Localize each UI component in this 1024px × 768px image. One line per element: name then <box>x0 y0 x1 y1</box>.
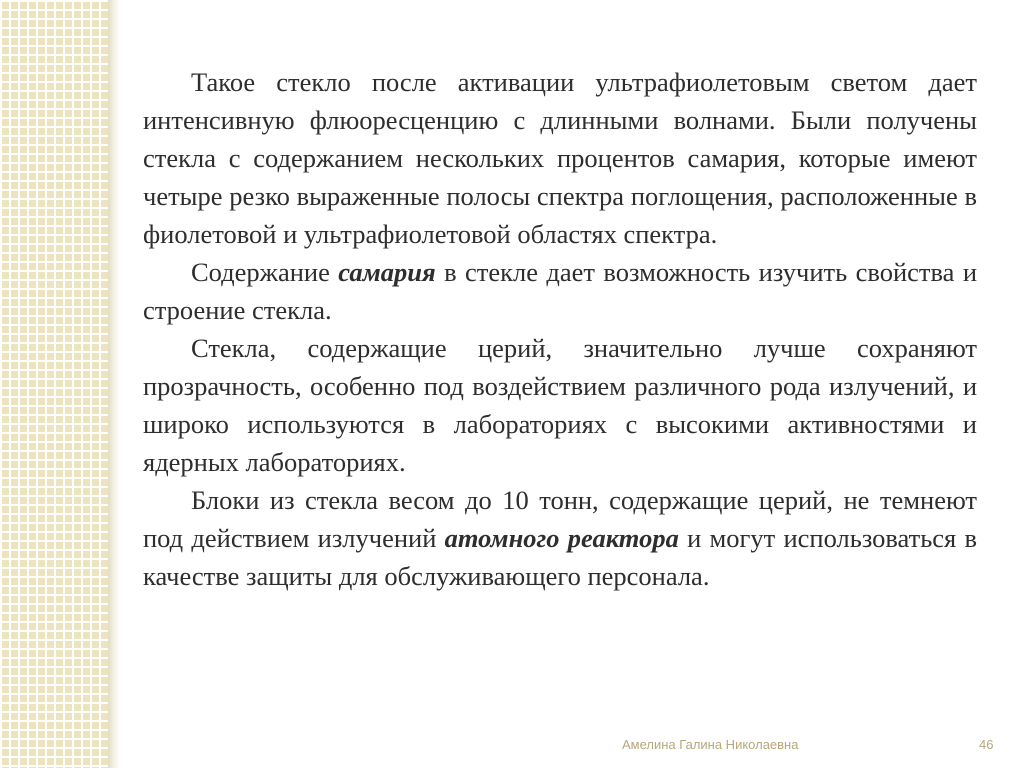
paragraph-3 <box>143 329 977 481</box>
paragraph-4-text-end: и могут использоваться в качестве защиты для обслуживающего персонала. <box>143 523 977 591</box>
emphasis-samarium: самария <box>338 257 436 287</box>
paragraph-2-text-start: Содержание <box>191 257 339 287</box>
paragraph-1-text: Такое стекло после активации ультрафиолетовым светом дает интенсивную флюоресценцию с длинными волнами. Были получены стекла с содержанием нескольких процентов самария, которые имеют четыре резко выраженные полосы спектра поглощения, расположенные в фиолетовой и ультрафиолетовой областях спектра. <box>143 67 977 249</box>
decorative-side-pattern <box>0 0 108 768</box>
page-number: 46 <box>979 737 994 752</box>
paragraph-4-text-start: Блоки из стекла весом до 10 тонн, содержащие церий, не темнеют под действием излучений <box>143 485 977 553</box>
decorative-side-shadow <box>108 0 120 768</box>
emphasis-atomic-reactor: атомного реактора <box>444 523 679 553</box>
paragraph-1 <box>143 63 977 253</box>
paragraph-3-text: Стекла, содержащие церий, значительно лучше сохраняют прозрачность, особенно под воздействием различного рода излучений, и широко используются в лабораториях с высокими активностями и ядерных лабораториях. <box>143 333 977 477</box>
slide-body-text <box>143 63 977 595</box>
paragraph-2 <box>143 253 977 329</box>
footer-author: Амелина Галина Николаевна <box>622 737 799 752</box>
paragraph-2-text-end: в стекле дает возможность изучить свойства и строение стекла. <box>143 257 978 325</box>
paragraph-4 <box>143 481 977 595</box>
